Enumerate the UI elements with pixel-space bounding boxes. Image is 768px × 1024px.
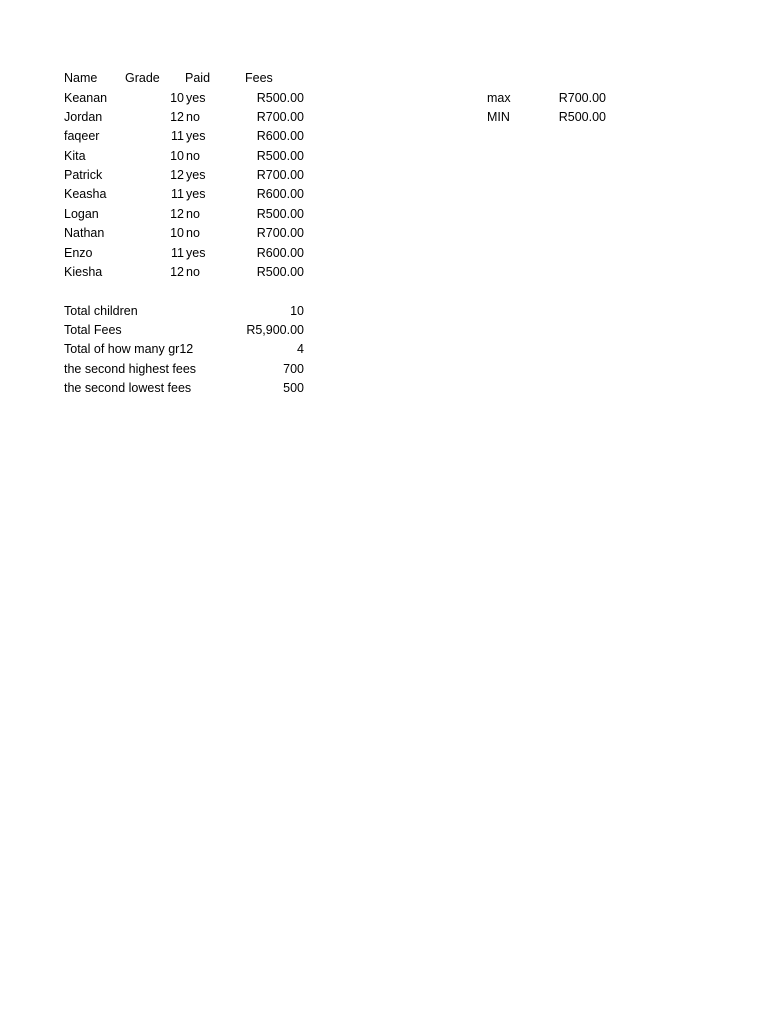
stat-label: MIN [487,110,510,124]
summary-value: 10 [290,304,304,318]
row-name: Kiesha [64,265,103,279]
row-fees: R500.00 [256,207,304,221]
stat-label: max [487,91,511,105]
row-paid: no [186,265,200,279]
row-name: Logan [64,207,99,221]
summary-label: the second lowest fees [64,381,192,395]
header-grade: Grade [125,71,160,85]
row-name: Patrick [64,168,103,182]
row-paid: no [186,149,200,163]
summary-label: Total children [64,304,138,318]
row-paid: no [186,110,200,124]
row-grade: 12 [170,110,184,124]
header-paid: Paid [185,71,211,85]
row-fees: R700.00 [256,168,304,182]
row-paid: yes [186,129,206,143]
row-name: Keanan [64,91,108,105]
row-fees: R700.00 [256,110,304,124]
row-fees: R500.00 [256,265,304,279]
row-grade: 10 [170,226,184,240]
row-fees: R500.00 [256,91,304,105]
row-name: Nathan [64,226,105,240]
row-grade: 11 [171,246,184,260]
row-paid: yes [186,168,206,182]
header-fees: Fees [245,71,273,85]
row-fees: R600.00 [256,246,304,260]
row-grade: 11 [171,129,184,143]
row-name: Kita [64,149,86,163]
summary-value: 4 [297,342,304,356]
summary-label: Total of how many gr12 [64,342,194,356]
row-grade: 11 [171,187,184,201]
row-name: faqeer [64,129,100,143]
header-name: Name [64,71,98,85]
row-name: Keasha [64,187,107,201]
stat-value: R500.00 [558,110,606,124]
row-grade: 12 [170,207,184,221]
row-fees: R500.00 [256,149,304,163]
row-grade: 10 [170,91,184,105]
summary-value: 700 [283,362,304,376]
summary-value: R5,900.00 [246,323,304,337]
summary-label: the second highest fees [64,362,197,376]
row-fees: R600.00 [256,187,304,201]
row-name: Enzo [64,246,93,260]
row-paid: yes [186,246,206,260]
row-grade: 12 [170,265,184,279]
summary-value: 500 [283,381,304,395]
row-grade: 10 [170,149,184,163]
row-grade: 12 [170,168,184,182]
row-paid: yes [186,187,206,201]
summary-label: Total Fees [64,323,122,337]
row-fees: R700.00 [256,226,304,240]
stat-value: R700.00 [558,91,606,105]
row-paid: yes [186,91,206,105]
row-paid: no [186,226,200,240]
row-name: Jordan [64,110,103,124]
row-fees: R600.00 [256,129,304,143]
row-paid: no [186,207,200,221]
